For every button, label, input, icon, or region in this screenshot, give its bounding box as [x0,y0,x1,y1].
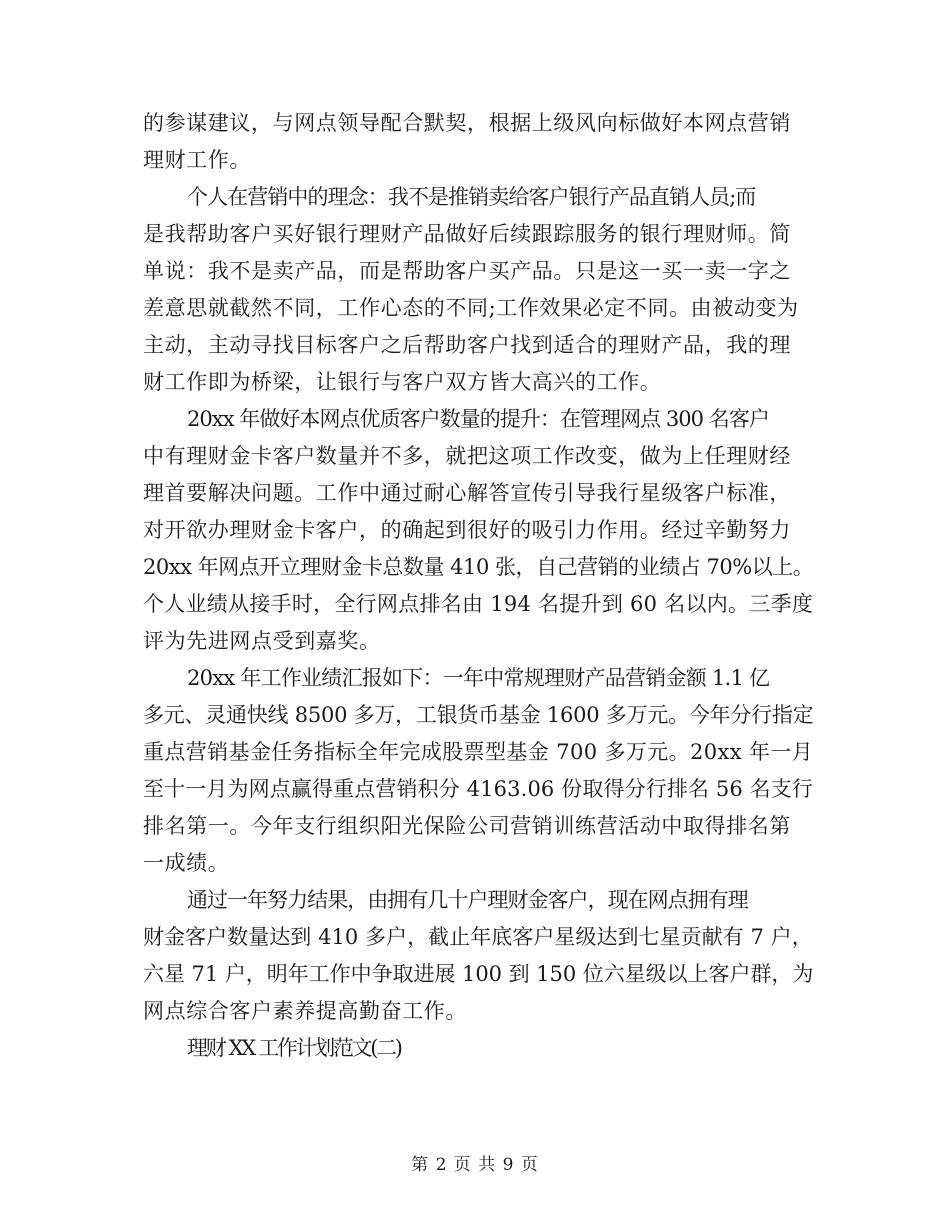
text-line: 评为先进网点受到嘉奖。 [143,629,381,653]
text-line: 财金客户数量达到 410 多户，截止年底客户星级达到七星贡献有 7 户， [143,925,813,949]
text-line: 重点营销基金任务指标全年完成股票型基金 700 多万元。20xx 年一月 [143,740,814,764]
document-body [143,105,813,1067]
text-line: 理首要解决问题。工作中通过耐心解答宣传引导我行星级客户标准， [143,481,791,505]
text-line: 至十一月为网点赢得重点营销积分 4163.06 份取得分行排名 56 名支行 [143,777,814,801]
text-line: 六星 71 户，明年工作中争取进展 100 到 150 位六星级以上客户群，为 [143,962,814,986]
text-line: 一成绩。 [143,851,230,875]
paragraph [143,660,813,882]
paragraph [143,401,813,660]
text-line: 差意思就截然不同，工作心态的不同;工作效果必定不同。由被动变为 [143,296,799,320]
text-line: 排名第一。今年支行组织阳光保险公司营销训练营活动中取得排名第 [143,814,791,838]
text-line: 是我帮助客户买好银行理财产品做好后续跟踪服务的银行理财师。简 [143,222,791,246]
text-line: 中有理财金卡客户数量并不多，就把这项工作改变，做为上任理财经 [143,444,791,468]
paragraph [143,179,813,401]
text-line: 理财 XX 工作计划范文(二) [187,1036,401,1060]
paragraph [143,882,813,1030]
text-line: 单说：我不是卖产品，而是帮助客户买产品。只是这一买一卖一字之 [143,259,791,283]
paragraph [143,1030,813,1067]
text-line: 网点综合客户素养提高勤奋工作。 [143,999,467,1023]
text-line: 20xx 年工作业绩汇报如下：一年中常规理财产品营销金额 1.1 亿 [187,666,770,690]
page-number: 第 2 页 共 9 页 [411,1155,539,1175]
text-line: 20xx 年做好本网点优质客户数量的提升：在管理网点 300 名客户 [187,407,769,431]
text-line: 主动，主动寻找目标客户之后帮助客户找到适合的理财产品，我的理 [143,333,791,357]
text-line: 通过一年努力结果，由拥有几十户理财金客户，现在网点拥有理 [187,888,748,912]
paragraph [143,105,813,179]
text-line: 的参谋建议，与网点领导配合默契，根据上级风向标做好本网点营销 [143,111,791,135]
text-line: 20xx 年网点开立理财金卡总数量 410 张，自己营销的业绩占 70%以上。 [143,555,814,579]
text-line: 个人业绩从接手时，全行网点排名由 194 名提升到 60 名以内。三季度 [143,592,814,616]
text-line: 理财工作。 [143,148,251,172]
text-line: 多元、灵通快线 8500 多万，工银货币基金 1600 多万元。今年分行指定 [143,703,814,727]
text-line: 个人在营销中的理念：我不是推销卖给客户银行产品直销人员;而 [187,185,756,209]
text-line: 对开欲办理财金卡客户，的确起到很好的吸引力作用。经过辛勤努力 [143,518,791,542]
text-line: 财工作即为桥梁，让银行与客户双方皆大高兴的工作。 [143,370,662,394]
